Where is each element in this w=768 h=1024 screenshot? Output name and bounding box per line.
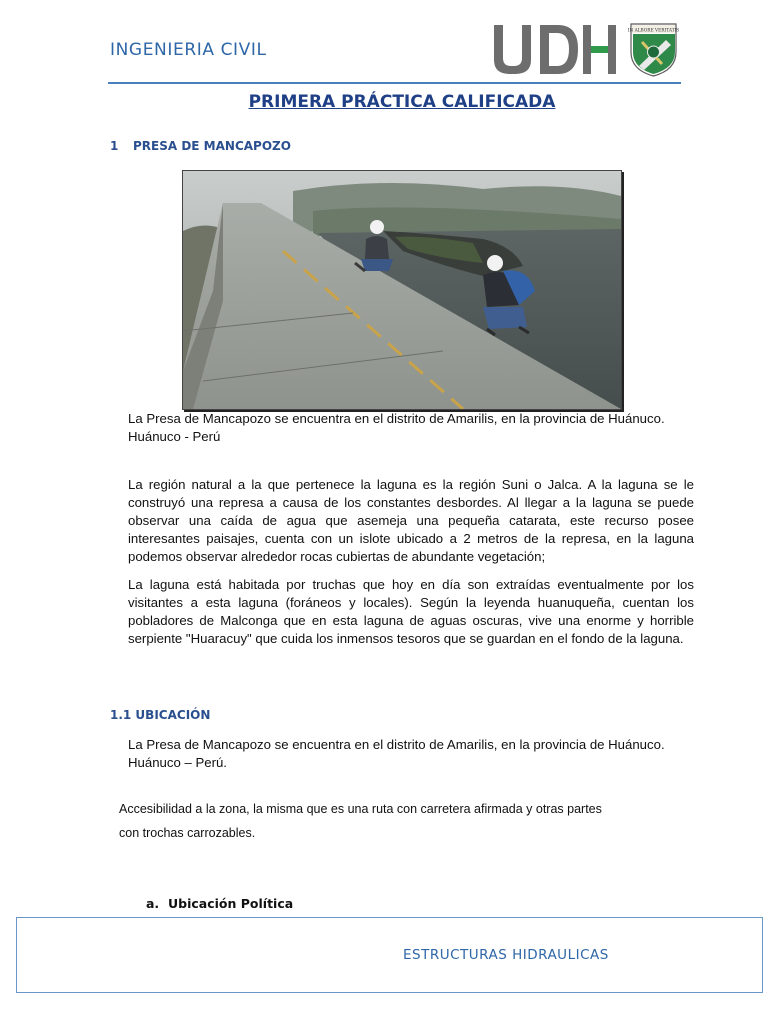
section1-paragraph-2: La región natural a la que pertenece la laguna es la región Suni o Jalca. A la laguna se le construyó una represa a causa de los constantes desbordes. Al llegar a la laguna se puede observar una caída de agua que asemeja una pequeña catarata, este recurso posee interesantes paisajes, cuenta con un islote ubicado a 2 metros de la represa, en la laguna podemos observar alrededor rocas cubiertas de abundante vegetación;	[128, 477, 694, 564]
section1-paragraph-3: La laguna está habitada por truchas que hoy en día son extraídas eventualmente por los visitantes a esta laguna (foráneos y locales). Según la leyenda huanuqueña, cuentan los pobladores de Malconga que en esta laguna de aguas oscuras, vive una enorme y horrible serpiente "Huaracuy" que cuida los inmensos tesoros que se guardan en el fondo de la laguna.	[128, 577, 694, 646]
subsection-ubicacion-politica	[146, 896, 293, 911]
section-heading-presa	[110, 139, 291, 153]
section-number: 1	[110, 139, 119, 153]
access-line-1: Accesibilidad a la zona, la misma que es una ruta con carretera afirmada y otras partes	[119, 802, 602, 816]
intro-line-1: La Presa de Mancapozo se encuentra en el distrito de Amarilis, en la provincia de Huánuco.	[128, 411, 665, 426]
ubicacion-text	[128, 736, 694, 772]
intro-line-2: Huánuco - Perú	[128, 429, 221, 444]
crest-motto-text: IN ALBORE VERITATIS	[627, 28, 680, 34]
ubicacion-line-2: Huánuco – Perú.	[128, 755, 227, 770]
dam-photo	[182, 170, 622, 410]
udh-logo	[490, 22, 680, 83]
accesibilidad-text	[119, 797, 699, 845]
header-title: INGENIERIA CIVIL	[110, 40, 267, 60]
document-title: PRIMERA PRÁCTICA CALIFICADA	[248, 92, 556, 112]
subsection-title: Ubicación Política	[168, 896, 294, 911]
section1-intro	[128, 410, 694, 446]
section-heading-ubicacion: 1.1 UBICACIÓN	[110, 708, 211, 722]
header-rule	[108, 82, 681, 84]
section-title: PRESA DE MANCAPOZO	[133, 139, 291, 153]
footer-text: ESTRUCTURAS HIDRAULICAS	[403, 947, 609, 963]
footer-box	[16, 917, 763, 993]
subsection-letter: a.	[146, 896, 160, 911]
ubicacion-line-1: La Presa de Mancapozo se encuentra en el distrito de Amarilis, en la provincia de Huánuco.	[128, 737, 665, 752]
access-line-2: con trochas carrozables.	[119, 826, 256, 840]
